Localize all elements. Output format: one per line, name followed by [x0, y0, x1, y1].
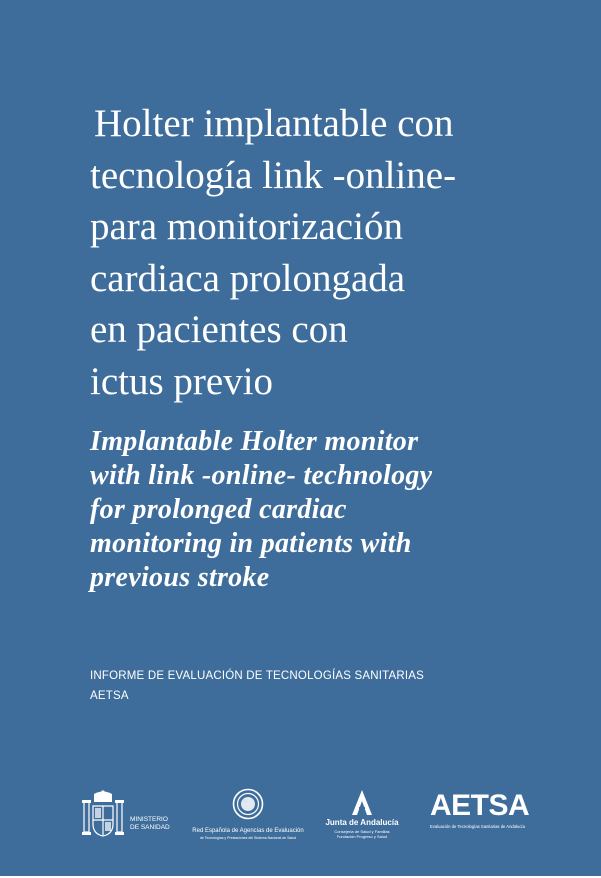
spanish-title-line: en pacientes con: [90, 308, 348, 351]
aetsa-wordmark: AETSA: [430, 789, 530, 822]
english-title-line: Implantable Holter monitor: [90, 426, 419, 457]
report-agency-line: AETSA: [90, 690, 129, 702]
english-title: [90, 425, 570, 595]
spanish-title-line: ictus previo: [90, 359, 274, 403]
report-type-label: [90, 666, 424, 706]
english-title-line: with link -online- technology: [90, 460, 433, 491]
english-title-line: previous stroke: [90, 562, 270, 593]
coat-of-arms-icon: [80, 790, 126, 840]
red-agencias-logo: [188, 788, 308, 844]
junta-subtitle: Consejería de Salud y Familias Fundación Progreso y Salud: [334, 829, 390, 839]
network-sphere-icon: [232, 788, 264, 820]
spanish-title-line: Holter implantable con: [94, 102, 454, 145]
aetsa-subtitle: Evaluación de Tecnologías Sanitarias de Andalucía: [430, 824, 525, 829]
ministry-name: MINISTERIO DE SANIDAD: [130, 816, 170, 831]
junta-name: Junta de Andalucía: [325, 818, 399, 827]
spanish-title-line: para monitorización: [90, 205, 403, 248]
spanish-title: [90, 98, 580, 407]
logo-bar: [0, 780, 601, 850]
aetsa-logo: [430, 789, 530, 840]
ministerio-logo: [80, 790, 180, 840]
junta-a-icon: [350, 788, 374, 816]
red-agencias-name: Red Española de Agencias de Evaluación: [192, 828, 304, 834]
red-agencias-subtitle: de Tecnologías y Prestaciones del Sistema Nacional de Salud: [199, 836, 297, 840]
report-type-line: INFORME DE EVALUACIÓN DE TECNOLOGÍAS SANITARIAS: [90, 670, 425, 682]
spanish-title-line: tecnología link -online-: [90, 153, 457, 197]
english-title-line: for prolonged cardiac: [90, 494, 347, 525]
junta-andalucia-logo: [322, 788, 402, 844]
english-title-line: monitoring in patients with: [90, 528, 412, 559]
spanish-title-line: cardiaca prolongada: [90, 256, 406, 300]
